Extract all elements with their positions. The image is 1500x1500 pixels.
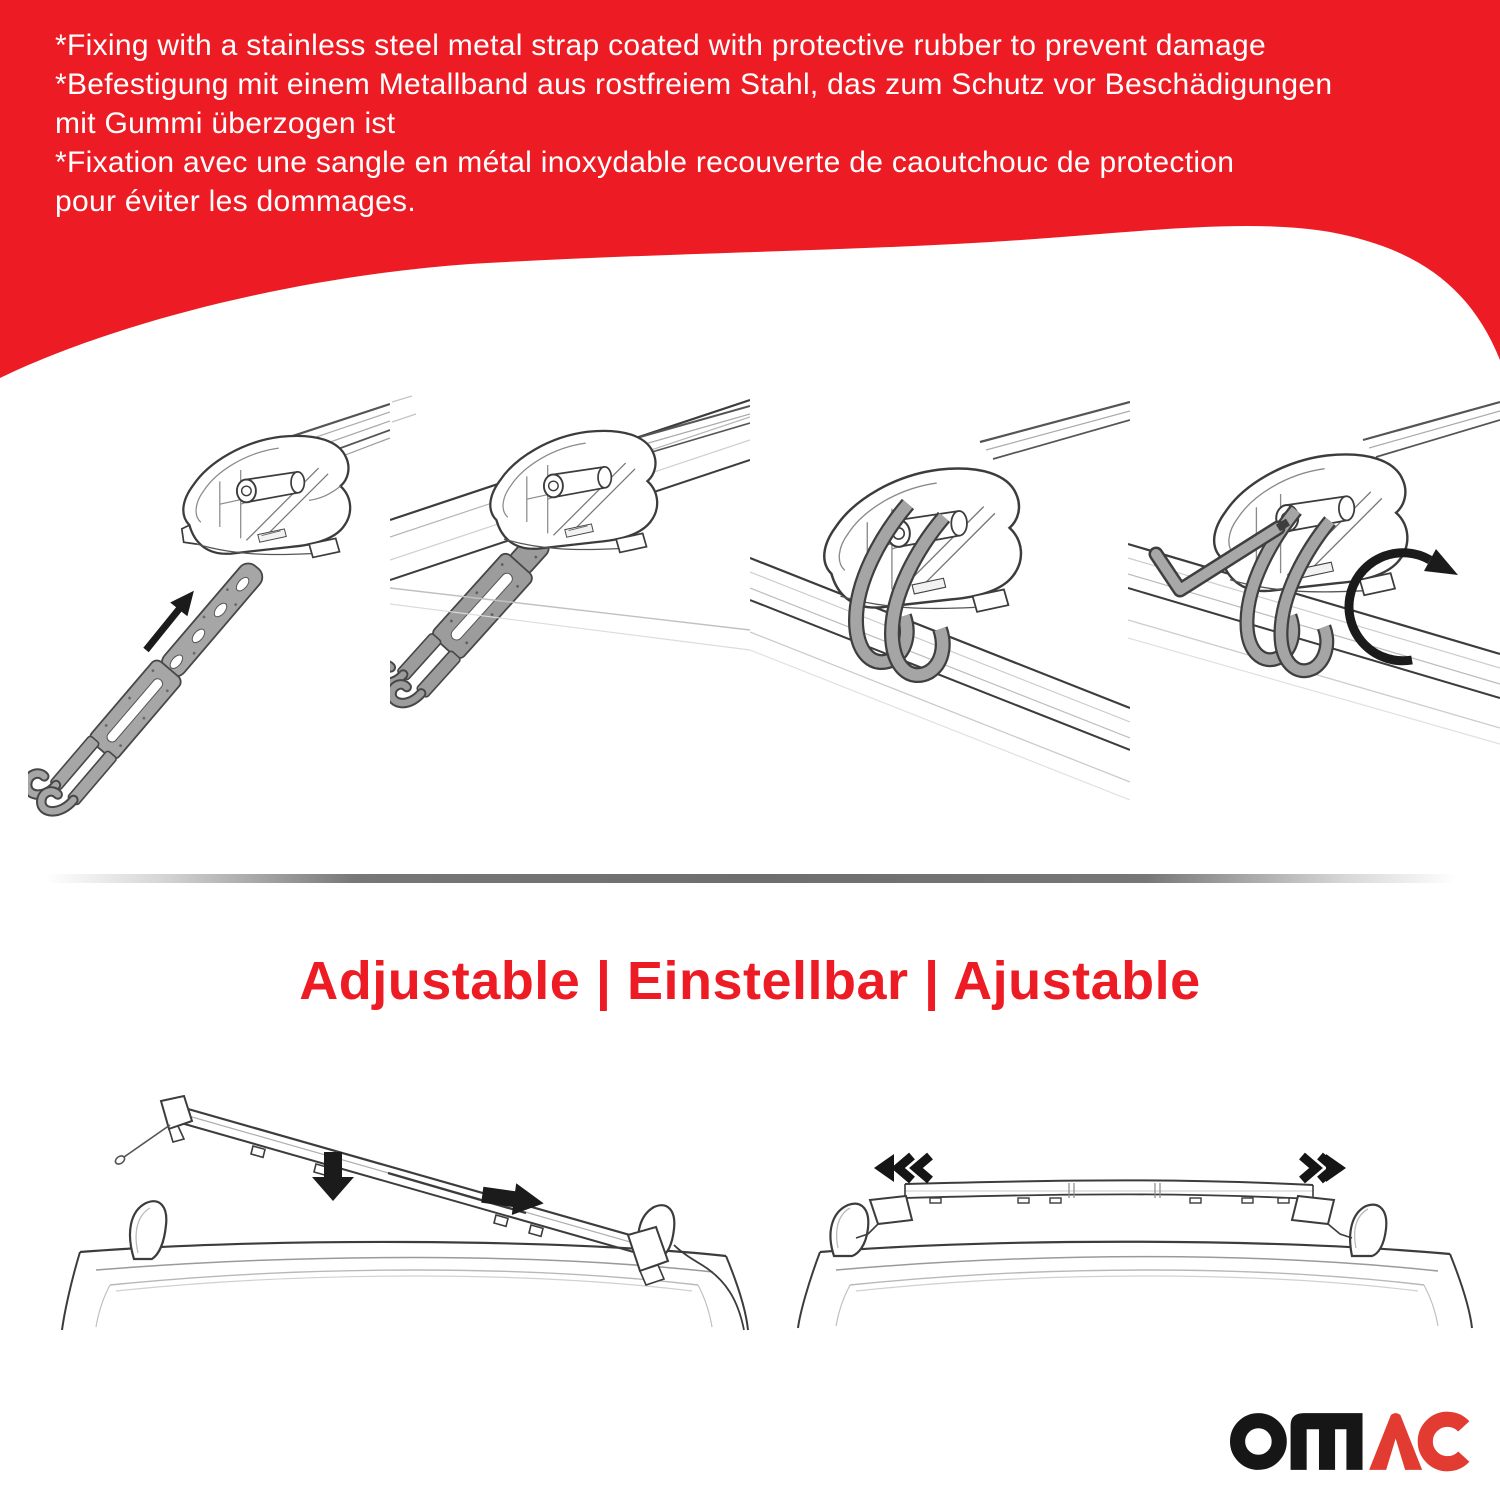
cross-bar — [980, 402, 1130, 459]
adjustable-figure-extension — [790, 1088, 1480, 1418]
banner-line-en: *Fixing with a stainless steel metal strap coated with protective rubber to prevent damage — [55, 29, 1266, 62]
cross-bar — [1363, 402, 1500, 457]
banner-line-de-1: *Befestigung mit einem Metallband aus rostfreiem Stahl, das zum Schutz vor Beschädigungen — [55, 68, 1333, 101]
adjustable-figure-placement — [58, 1095, 753, 1425]
adjustable-heading: Adjustable | Einstellbar | Ajustable — [299, 951, 1201, 1011]
cross-bar-mounted — [856, 1180, 1352, 1238]
banner-text — [55, 26, 1455, 221]
mounting-bracket — [490, 431, 657, 553]
down-arrow-icon — [312, 1152, 354, 1201]
roof-rail-end-right — [1350, 1205, 1386, 1256]
banner-line-fr-2: pour éviter les dommages. — [55, 185, 416, 218]
extend-left-chevrons-icon — [874, 1154, 930, 1182]
logo-letter-o — [1238, 1421, 1280, 1463]
roof-rail-end-left — [830, 1204, 868, 1256]
section-divider — [45, 874, 1457, 883]
mounting-bracket — [182, 436, 350, 558]
banner-line-de-2: mit Gummi überzogen ist — [55, 107, 396, 140]
extend-right-chevrons-icon — [1302, 1154, 1346, 1182]
logo-letter-c — [1425, 1419, 1464, 1463]
banner-line-fr-1: *Fixation avec une sangle en métal inoxydable recouverte de caoutchouc de protection — [55, 146, 1235, 179]
cross-bar-tilted — [114, 1096, 668, 1285]
metal-strap — [28, 544, 271, 824]
omac-logo — [1230, 1410, 1478, 1473]
step-3-strap-wrapped-figure — [750, 392, 1130, 842]
step-2-strap-through-bracket-figure — [390, 392, 750, 842]
logo-letter-m — [1291, 1413, 1363, 1470]
mounting-bracket — [1214, 454, 1407, 595]
step-4-tighten-allen-key-figure — [1128, 392, 1500, 842]
step-1-insert-strap-figure — [28, 392, 390, 842]
logo-letter-a — [1369, 1413, 1422, 1470]
slide-right-arrow-icon — [480, 1179, 546, 1219]
